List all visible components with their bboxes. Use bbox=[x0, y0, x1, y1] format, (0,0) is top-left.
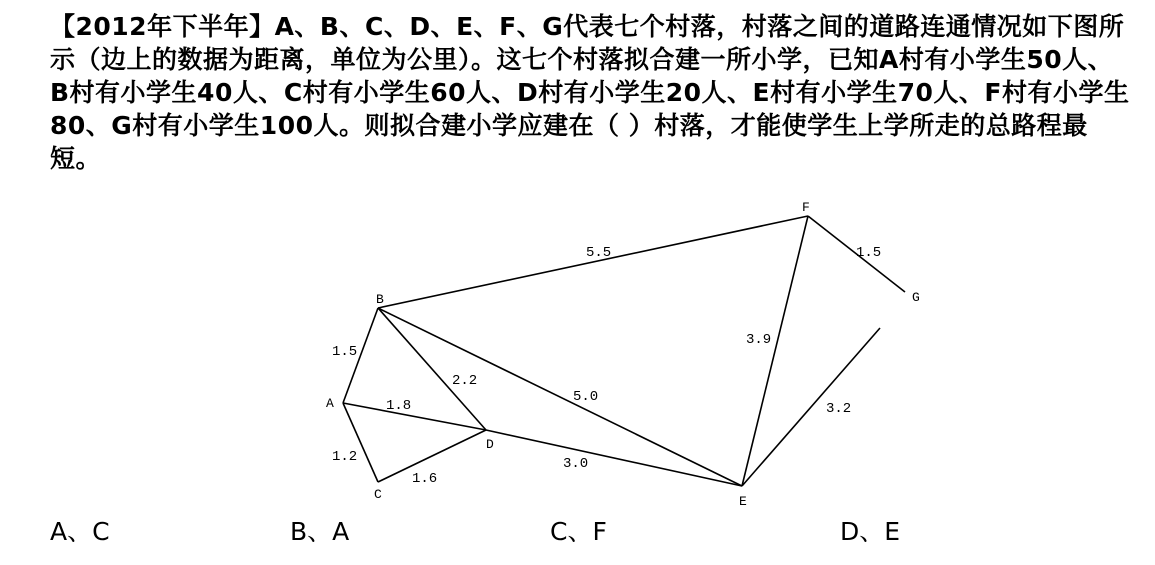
edge-label-d-e: 3.0 bbox=[563, 456, 589, 472]
node-label-d: D bbox=[486, 437, 494, 452]
edge-label-g-e: 3.2 bbox=[826, 401, 852, 417]
option-d-value: E bbox=[884, 517, 901, 546]
option-b[interactable]: B、A bbox=[290, 517, 350, 546]
edge-label-a-c: 1.2 bbox=[332, 449, 358, 465]
option-c-value: F bbox=[592, 517, 607, 546]
node-label-b: B bbox=[376, 292, 384, 307]
edge-label-f-e: 3.9 bbox=[746, 332, 772, 348]
node-label-e: E bbox=[739, 494, 747, 509]
option-a-letter: A bbox=[50, 517, 68, 546]
node-label-c: C bbox=[374, 487, 382, 502]
node-label-a: A bbox=[326, 396, 334, 411]
option-c-letter: C bbox=[550, 517, 568, 546]
option-a-value: C bbox=[92, 517, 110, 546]
edge-label-a-d: 1.8 bbox=[386, 398, 412, 414]
edge-label-f-g: 1.5 bbox=[856, 245, 882, 261]
edge-label-b-f: 5.5 bbox=[586, 245, 612, 261]
question-text: 【2012年下半年】A、B、C、D、E、F、G代表七个村落，村落之间的道路连通情况如下图所示（边上的数据为距离，单位为公里）。这七个村落拟合建一所小学，已知A村有小学生50人、B村有小学生40人、C村有小学生60人、D村有小学生20人、E村有小学生70人、F村有小学生80、G村有小学生100人。则拟合建小学应建在（ ）村落，才能使学生上学所走的总路程最短。 bbox=[50, 12, 1130, 173]
edge-f-e bbox=[742, 216, 808, 486]
graph-edges bbox=[343, 216, 905, 486]
edge-d-e bbox=[486, 430, 742, 486]
option-a[interactable]: A、C bbox=[50, 517, 110, 546]
edge-label-b-d: 2.2 bbox=[452, 373, 478, 389]
edge-label-b-e: 5.0 bbox=[573, 389, 599, 405]
edge-b-f bbox=[378, 216, 808, 308]
option-c[interactable]: C、F bbox=[550, 517, 607, 546]
node-label-g: G bbox=[912, 290, 920, 305]
answer-options bbox=[50, 516, 1130, 548]
option-b-letter: B bbox=[290, 517, 308, 546]
edge-a-c bbox=[343, 403, 378, 482]
edge-b-e bbox=[378, 308, 742, 486]
node-label-f: F bbox=[802, 200, 810, 215]
graph-node-labels bbox=[326, 200, 920, 509]
option-d-letter: D bbox=[840, 517, 860, 546]
edge-g-e bbox=[742, 328, 880, 486]
graph-edge-labels bbox=[332, 245, 881, 487]
edge-label-c-d: 1.6 bbox=[412, 471, 438, 487]
option-d[interactable]: D、E bbox=[840, 517, 901, 546]
edge-a-d bbox=[343, 403, 486, 430]
edge-label-b-a: 1.5 bbox=[332, 344, 358, 360]
option-b-value: A bbox=[332, 517, 350, 546]
